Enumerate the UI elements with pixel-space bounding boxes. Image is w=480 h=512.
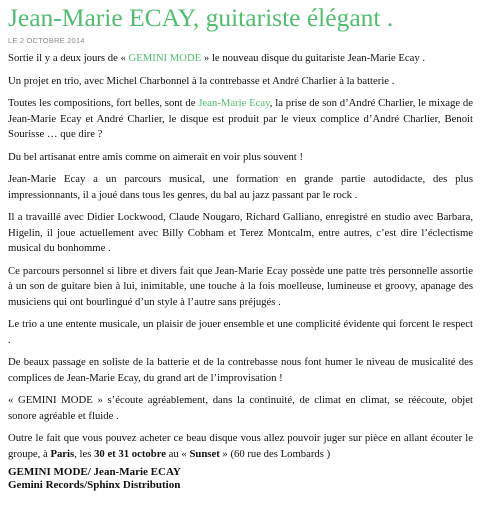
footer-album: GEMINI MODE/ Jean-Marie ECAY: [8, 466, 181, 478]
paragraph-trio-entente: Le trio a une entente musicale, un plaisir de jouer ensemble et une complicité évidente qui forcent le respect .: [8, 318, 473, 346]
paragraph-artisanat: Du bel artisanat entre amis comme on aimerait en voir plus souvent !: [8, 150, 304, 163]
footer-label: Gemini Records/Sphinx Distribution: [8, 478, 181, 491]
paragraph-ecoute: « GEMINI MODE » s’écoute agréablement, dans la continuité, de climat en climat, se réécoute, objet sonore agréable et fluide .: [8, 394, 473, 422]
article-date: LE 2 OCTOBRE 2014: [8, 36, 85, 45]
paragraph-concert: Outre le fait que vous pouvez acheter ce beau disque vous allez pouvoir juger sur pièce en allant écouter le groupe, à Paris, les 30 et 31 octobre au « Sunset » (60 rue des Lombards ): [8, 432, 473, 460]
article-body: [8, 51, 473, 462]
concert-dates: 30 et 31 octobre: [94, 447, 166, 460]
jean-marie-ecay-link[interactable]: Jean-Marie Ecay: [198, 97, 270, 109]
paragraph-collaborations: Il a travaillé avec Didier Lockwood, Claude Nougaro, Richard Galliano, enregistré en studio avec Barbara, Higelin, il joue actuellement avec Billy Cobham et Terez Montcalm, entre autres, c’est dire l’éclectisme musical du bonhomme .: [8, 211, 473, 254]
article-title: Jean-Marie ECAY, guitariste élégant .: [8, 3, 394, 32]
paragraph-release: Sortie il y a deux jours de « GEMINI MODE » le nouveau disque du guitariste Jean-Marie Ecay .: [8, 52, 426, 64]
concert-city: Paris: [50, 447, 75, 460]
gemini-mode-link[interactable]: GEMINI MODE: [128, 52, 202, 64]
paragraph-compositions: Toutes les compositions, fort belles, sont de Jean-Marie Ecay, la prise de son d’André Charlier, le mixage de Jean-Marie Ecay et André Charlier, le disque est produit par le vieux complice d’André Charlier, Benoit Sourisse … que dire ?: [8, 97, 473, 140]
paragraph-parcours: Jean-Marie Ecay a un parcours musical, une formation en grande partie autodidacte, des plus impressionnants, il a joué dans tous les genres, du bal au jazz passant par le rock .: [8, 173, 473, 201]
paragraph-solos: De beaux passage en soliste de la batterie et de la contrebasse nous font humer le niveau de musicalité des complices de Jean-Marie Ecay, du grand art de l’improvisation !: [8, 356, 473, 384]
paragraph-trio: Un projet en trio, avec Michel Charbonnel à la contrebasse et André Charlier à la batterie .: [8, 74, 395, 87]
paragraph-style: Ce parcours personnel si libre et divers fait que Jean-Marie Ecay possède une patte très personnelle assortie à un son de guitare bien à lui, inimitable, une touche à la fois moelleuse, lumineuse et groovy, apanage des musiciens qui ont bourlingué d’un style à l’autre sans préjugés .: [8, 264, 473, 308]
concert-venue: Sunset: [189, 447, 220, 460]
